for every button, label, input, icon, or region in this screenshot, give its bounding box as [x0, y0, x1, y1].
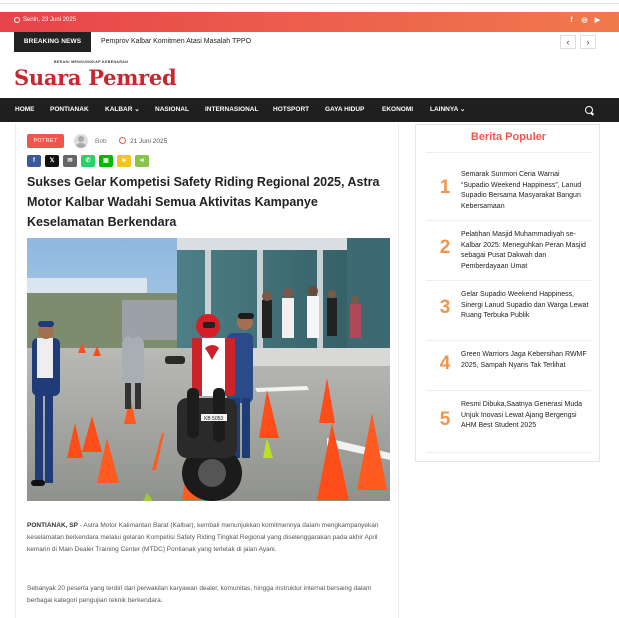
nav-nasional[interactable]: NASIONAL: [155, 106, 189, 113]
site-logo[interactable]: [14, 58, 214, 94]
youtube-icon[interactable]: ▶: [594, 17, 601, 24]
popular-item-title[interactable]: Gelar Supadio Weekend Happiness, Sinergi Lanud Supadio dan Warga Lewat Ruang Terbuka Publik: [461, 291, 589, 319]
popular-news-title: Berita Populer: [470, 131, 547, 143]
popular-news-widget: [415, 124, 600, 462]
popular-item-number: 3: [439, 297, 451, 318]
license-plate: KB 5053: [204, 416, 224, 422]
popular-item[interactable]: [426, 343, 591, 391]
logo-tagline: BERANI MENGUNGKAP KEBENARAN: [54, 60, 129, 64]
email-icon[interactable]: ✉: [63, 155, 77, 167]
popular-item-title[interactable]: Green Warriors Jaga Kebersihan RWMF 2025, Sampah Nyaris Tak Terlihat: [461, 351, 587, 369]
nav-pontianak[interactable]: PONTIANAK: [50, 106, 89, 113]
article: [15, 124, 399, 618]
post-date: 21 Juni 2025: [130, 138, 168, 145]
chevron-down-icon: ⌄: [134, 106, 140, 113]
instagram-icon[interactable]: ◎: [581, 17, 588, 24]
nav-internasional[interactable]: INTERNASIONAL: [205, 106, 259, 113]
popular-item-title[interactable]: Resmi Dibuka,Saatnya Generasi Muda Unjuk Inovasi Lewat Ajang Bergengsi AHM Best Student 2025: [461, 401, 583, 429]
top-date-text: Senin, 23 Juni 2025: [23, 17, 77, 23]
popular-item-title[interactable]: Pelatihan Masjid Muhammadiyah se-Kalbar 2025: Meneguhkan Peran Masjid sebagai Pusat Dakwah dan Pemberdayaan Umat: [461, 231, 586, 270]
popular-item-number: 4: [439, 353, 451, 374]
clock-icon: [14, 17, 20, 23]
lead-text: - Astra Motor Kalimantan Barat (Kalbar), kembali menunjukkan komitmennya dalam mengkampanyekan keselamatan berkendara melalui gelaran Kompetisi Safety Riding Tingkat Regional yang diselenggarakan pada akhir April kemarin di Main Dealer Training Center (MTDC) Pontianak yang terletak di jalan Ayani.: [27, 522, 379, 553]
telegram-icon[interactable]: ➤: [117, 155, 131, 167]
share-buttons: [27, 155, 149, 167]
popular-item[interactable]: [426, 283, 591, 341]
nav-lainnya[interactable]: LAINNYA ⌄: [430, 106, 466, 113]
article-title: Sukses Gelar Kompetisi Safety Riding Regional 2025, Astra Motor Kalbar Wadahi Semua Aktivitas Kampanye Keselamatan Berkendara: [27, 175, 380, 229]
nav-hotsport[interactable]: HOTSPORT: [273, 106, 310, 113]
breaking-news-headline[interactable]: Pemprov Kalbar Komitmen Atasi Masalah TPPO: [101, 38, 252, 45]
popular-item-number: 2: [439, 237, 451, 258]
share-icon[interactable]: ⋖: [135, 155, 149, 167]
ticker-next-button[interactable]: ›: [580, 35, 596, 49]
category-badge[interactable]: POTRET: [27, 134, 64, 148]
search-icon[interactable]: [585, 106, 593, 114]
facebook-icon[interactable]: f: [27, 155, 41, 167]
top-bar: [0, 12, 619, 32]
popular-news-divider: [426, 152, 591, 153]
author-name[interactable]: Bob: [95, 138, 107, 145]
popular-item[interactable]: [426, 393, 591, 453]
popular-item-number: 5: [439, 409, 451, 430]
top-divider: [0, 0, 619, 4]
logo-text: Suara Pemred: [14, 65, 177, 90]
line-icon[interactable]: ▣: [99, 155, 113, 167]
ticker-prev-button[interactable]: ‹: [560, 35, 576, 49]
social-links: [568, 17, 601, 25]
whatsapp-icon[interactable]: ✆: [81, 155, 95, 167]
nav-ekonomi[interactable]: EKONOMI: [382, 106, 414, 113]
popular-item-title[interactable]: Semarak Sunmori Ceria Warnai “Supadio Weekend Happiness”, Lanud Supadio Bersama Masyarakat Bangun Kebersamaan: [461, 171, 582, 210]
popular-item-number: 1: [439, 177, 451, 198]
facebook-icon[interactable]: f: [570, 17, 573, 24]
main-nav: [0, 98, 619, 122]
breaking-news-bar: [14, 32, 605, 52]
dateline: PONTIANAK, SP: [27, 522, 78, 529]
nav-home[interactable]: HOME: [15, 106, 35, 113]
article-lead-paragraph: [27, 520, 387, 556]
nav-gaya-hidup[interactable]: GAYA HIDUP: [325, 106, 365, 113]
clock-icon: [119, 137, 126, 144]
popular-item[interactable]: [426, 223, 591, 281]
article-hero-image: [27, 238, 390, 501]
article-paragraph-2: Sebanyak 20 peserta yang terdiri dari perwakilan karyawan dealer, komunitas, hingga instruktur internal bersaing dalam berbagai kategori pengujian teknik berkendara.: [27, 585, 372, 604]
avatar: [74, 134, 88, 148]
popular-item[interactable]: [426, 163, 591, 221]
x-icon[interactable]: 𝕏: [45, 155, 59, 167]
breaking-news-label: BREAKING NEWS: [14, 32, 91, 52]
chevron-down-icon: ⌄: [459, 106, 466, 113]
top-date: [14, 17, 76, 23]
nav-kalbar[interactable]: KALBAR ⌄: [105, 106, 140, 113]
